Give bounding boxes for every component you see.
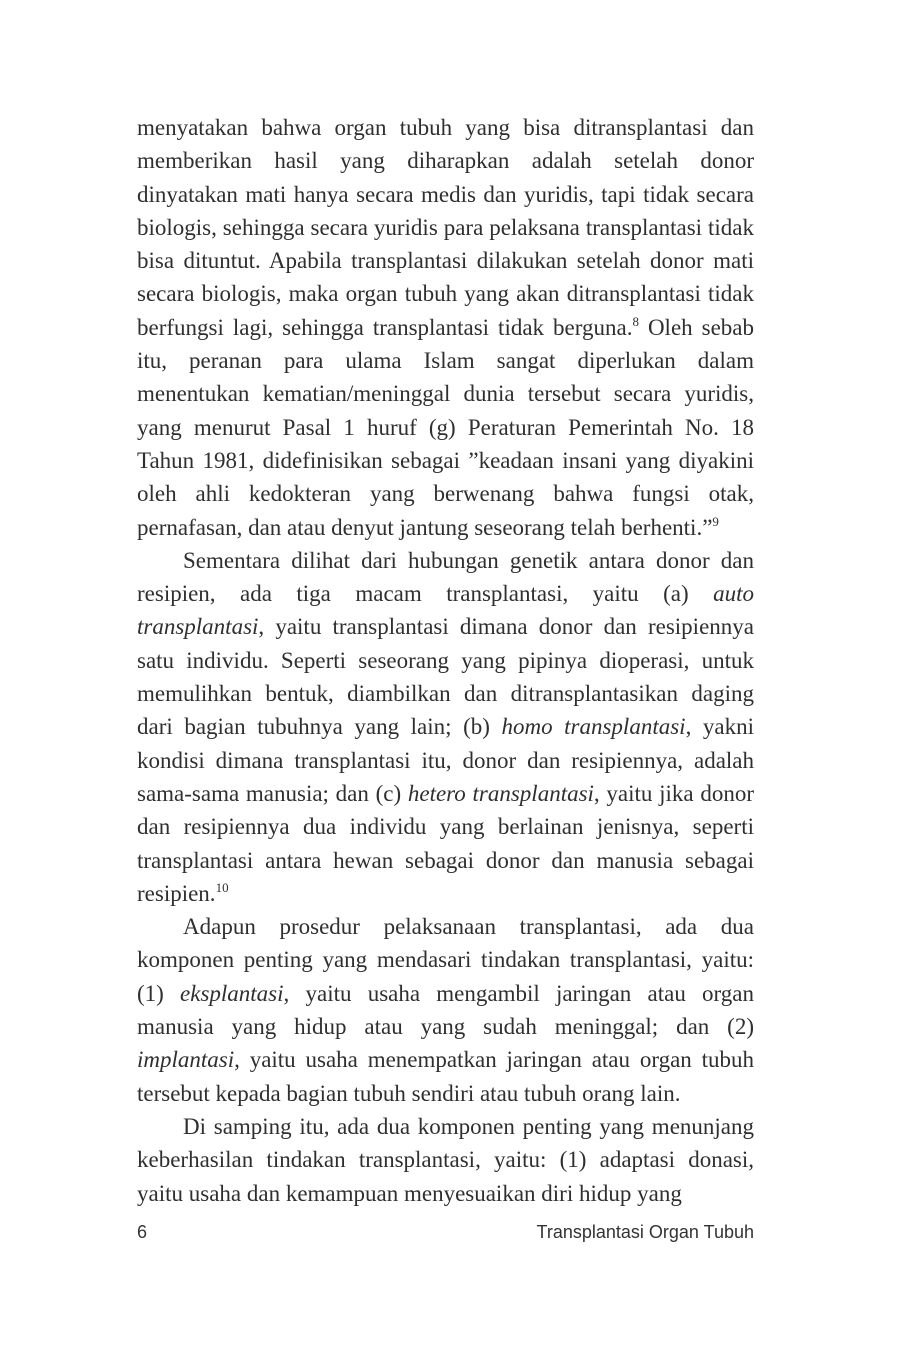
paragraph-2-text-c: , yakni kondisi dimana transplantasi itu, donor dan resipiennya, adalah sama-sama manusia; dan (c): [137, 714, 754, 806]
paragraph-2: [137, 544, 754, 910]
paragraph-3-text-a: Adapun prosedur pelaksanaan transplantasi, ada dua komponen penting yang mendasari tindakan transplantasi, yaitu: (1): [137, 914, 754, 1006]
page-number: 6: [137, 1222, 148, 1242]
paragraph-2-text-a: Sementara dilihat dari hubungan genetik antara donor dan resipien, ada tiga macam transplantasi, yaitu (a): [137, 547, 754, 607]
paragraph-2-text-b: , yaitu transplantasi dimana donor dan resipiennya satu individu. Seperti seseorang yang pipinya dioperasi, untuk memulihkan bentuk, diambilkan dan ditransplantasikan daging dari bagian tubuhnya yang lain; (b): [137, 614, 754, 740]
term-auto-transplantasi: auto transplantasi: [137, 581, 754, 640]
paragraph-4-text-a: Di samping itu, ada dua komponen penting yang menunjang keberhasilan tindakan transplantasi, yaitu: (1) adaptasi donasi, yaitu usaha dan kemampuan menyesuaikan diri hidup yang: [137, 1113, 754, 1206]
paragraph-1-text-b: Oleh sebab itu, peranan para ulama Islam sangat diperlukan dalam menentukan kematian/meninggal dunia tersebut secara yuridis, yang menurut Pasal 1 huruf (g) Peraturan Pemerintah No. 18 Tahun 1981, didefinisikan sebagai ”keadaan insani yang diyakini oleh ahli kedokteran yang berwenang bahwa fungsi otak, pernafasan, dan atau denyut jantung seseorang telah berhenti.”: [137, 314, 755, 540]
footnote-ref-8[interactable]: 8: [632, 313, 639, 329]
paragraph-3: [137, 910, 754, 1110]
paragraph-1-text-a: menyatakan bahwa organ tubuh yang bisa ditransplantasi dan memberikan hasil yang diharapkan adalah setelah donor dinyatakan mati hanya secara medis dan yuridis, tapi tidak secara biologis, sehingga secara yuridis para pelaksana transplantasi tidak bisa dituntut. Apabila transplantasi dilakukan setelah donor mati secara biologis, maka organ tubuh yang akan ditransplantasi tidak berfungsi lagi, sehingga transplantasi tidak berguna.: [137, 115, 754, 340]
paragraph-3-text-b: , yaitu usaha mengambil jaringan atau organ manusia yang hidup atau yang sudah meninggal; dan (2): [137, 980, 754, 1040]
term-hetero-transplantasi: hetero transplantasi: [407, 780, 594, 806]
running-title: Transplantasi Organ Tubuh: [536, 1222, 754, 1242]
term-implantasi: implantasi: [137, 1047, 235, 1073]
page-footer: [137, 1222, 754, 1246]
footnote-ref-10[interactable]: 10: [215, 879, 229, 895]
term-homo-transplantasi: homo transplantasi: [501, 714, 686, 740]
term-eksplantasi: eksplantasi: [180, 980, 284, 1006]
page-body: [137, 111, 754, 1210]
paragraph-2-text-d: , yaitu jika donor dan resipiennya dua individu yang berlainan jenisnya, seperti transplantasi antara hewan sebagai donor dan manusia sebagai resipien.: [137, 780, 754, 906]
paragraph-4: [137, 1110, 754, 1210]
paragraph-1: [137, 111, 754, 544]
footnote-ref-9[interactable]: 9: [712, 513, 719, 529]
paragraph-3-text-c: , yaitu usaha menempatkan jaringan atau organ tubuh tersebut kepada bagian tubuh sendiri atau tubuh orang lain.: [137, 1047, 754, 1106]
